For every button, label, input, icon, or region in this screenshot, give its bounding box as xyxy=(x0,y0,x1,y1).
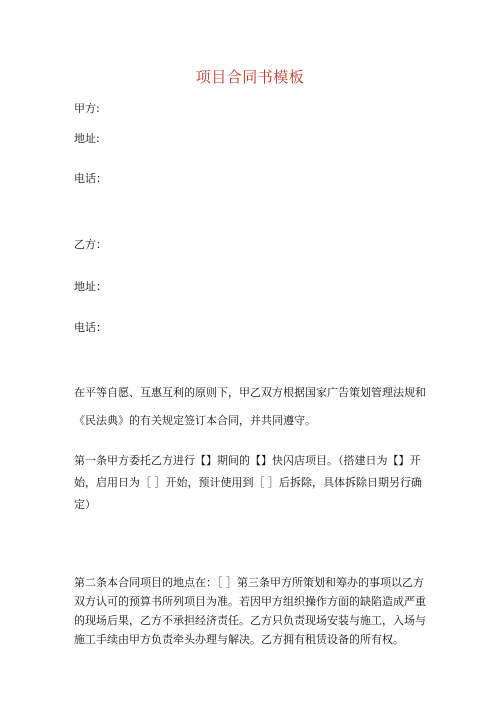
party-a-address: 地址: xyxy=(74,132,100,145)
clause-1-line: 第一条甲方委托乙方进行【】期间的【】快闪店项目。（搭建日为【】开 xyxy=(74,454,421,467)
intro-line: 《民法典》的有关规定签订本合同，并共同遵守。 xyxy=(74,414,316,427)
clause-2-line: 施工手续由甲方负责牵头办理与解决。乙方拥有租赁设备的所有权。 xyxy=(74,633,404,646)
party-b-address: 地址： xyxy=(74,280,107,293)
clause-1-paragraph xyxy=(74,450,430,516)
clause-2-paragraph xyxy=(74,573,430,649)
clause-1-line: 定） xyxy=(74,498,96,511)
clause-1-line: 始，启用日为［ ］开始，预计使用到［ ］后拆除，具体拆除日期另行确 xyxy=(74,476,422,489)
party-a-label: 甲方: xyxy=(74,102,100,115)
page-title: 项目合同书模板 xyxy=(195,68,305,86)
party-a-phone: 电话： xyxy=(74,172,107,185)
party-b-label: 乙方： xyxy=(74,238,107,251)
intro-paragraph xyxy=(74,382,430,432)
clause-2-line: 第二条本合同项目的地点在：［ ］第三条甲方所策划和筹办的事项以乙方 xyxy=(74,576,424,589)
clause-2-line: 的现场后果，乙方不承担经济责任。乙方只负责现场安装与施工，入场与 xyxy=(74,614,426,627)
party-b-phone: 电话： xyxy=(74,321,107,334)
intro-line: 在平等自愿、互惠互利的原则下，甲乙双方根据国家广告策划管理法规和 xyxy=(74,386,426,399)
clause-2-line: 双方认可的预算书所列项目为准。若因甲方组织操作方面的缺陷造成严重 xyxy=(74,595,426,608)
